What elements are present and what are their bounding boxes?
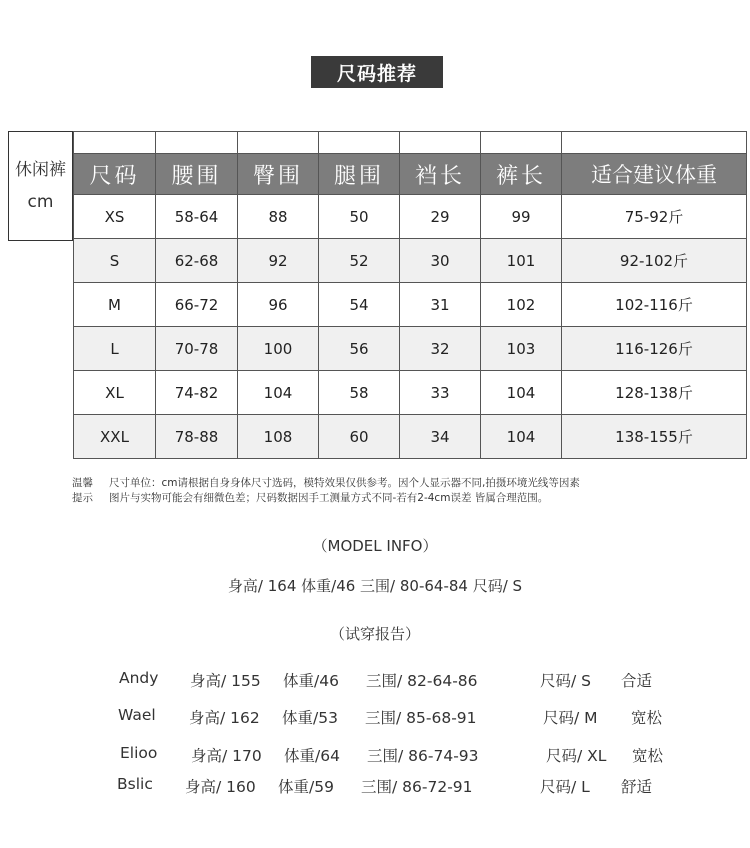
list-item [0,744,750,764]
tester-name: Andy [119,669,159,687]
cell: 50 [319,195,400,239]
cell: 102-116斤 [562,283,747,327]
cell: 31 [400,283,481,327]
header-size: 尺码 [74,154,156,195]
cell: 103 [481,327,562,371]
header-waist: 腰围 [156,154,238,195]
table-row [74,327,747,371]
tester-height: 身高/ 155 [190,672,261,690]
cell: 70-78 [156,327,238,371]
tester-fit: 宽松 [631,709,663,727]
tester-measurements: 三围/ 82-64-86 [366,672,478,690]
cell: 100 [238,327,319,371]
tester-fit: 合适 [621,672,653,690]
table-row [74,371,747,415]
tester-measurements: 三围/ 86-72-91 [361,778,473,796]
cell: S [74,239,156,283]
tester-height: 身高/ 162 [189,709,260,727]
cell: 30 [400,239,481,283]
tester-weight: 体重/46 [283,672,339,690]
cell: 58-64 [156,195,238,239]
table-row [74,415,747,459]
cell: 34 [400,415,481,459]
tester-size: 尺码/ S [540,672,591,690]
fit-report-heading: （试穿报告） [329,625,420,643]
header-length: 裤长 [481,154,562,195]
tester-height: 身高/ 170 [191,747,262,765]
header-weight: 适合建议体重 [562,154,747,195]
list-item [0,706,750,726]
cell: 104 [481,371,562,415]
cell: 62-68 [156,239,238,283]
cell: 66-72 [156,283,238,327]
cell: 96 [238,283,319,327]
tester-weight: 体重/53 [282,709,338,727]
cell: 104 [481,415,562,459]
cell: 102 [481,283,562,327]
cell: 92 [238,239,319,283]
header-hip: 臀围 [238,154,319,195]
tester-weight: 体重/59 [278,778,334,796]
cell: 60 [319,415,400,459]
tester-name: Wael [118,706,156,724]
model-info-details: 身高/ 164 体重/46 三围/ 80-64-84 尺码/ S [227,577,523,595]
cell: 29 [400,195,481,239]
category-label [8,131,73,241]
tips-text: 尺寸单位：cm请根据自身身体尺寸选码，模特效果仅供参考。因个人显示器不同,拍摄环境光线等因素 [109,477,580,489]
cell: 74-82 [156,371,238,415]
cell: 104 [238,371,319,415]
tester-name: Elioo [120,744,158,762]
cell: 116-126斤 [562,327,747,371]
tester-size: 尺码/ XL [546,747,607,765]
tester-size: 尺码/ L [540,778,590,796]
cell: 75-92斤 [562,195,747,239]
tester-measurements: 三围/ 85-68-91 [365,709,477,727]
header-thigh: 腿围 [319,154,400,195]
tester-measurements: 三围/ 86-74-93 [367,747,479,765]
tips-label: 温馨 [72,477,93,489]
header-rise: 裆长 [400,154,481,195]
tester-weight: 体重/64 [284,747,340,765]
cell: 78-88 [156,415,238,459]
list-item [0,775,750,795]
cell: 88 [238,195,319,239]
table-spacer-row [74,132,747,154]
tester-name: Bslic [117,775,153,793]
cell: 33 [400,371,481,415]
cell: 101 [481,239,562,283]
cell: XXL [74,415,156,459]
cell: 54 [319,283,400,327]
tester-height: 身高/ 160 [185,778,256,796]
cell: 138-155斤 [562,415,747,459]
table-row [74,239,747,283]
table-row [74,283,747,327]
tester-fit: 舒适 [621,778,653,796]
cell: 32 [400,327,481,371]
cell: 99 [481,195,562,239]
model-info-heading: （MODEL INFO） [312,537,438,555]
cell: 108 [238,415,319,459]
tester-fit: 宽松 [632,747,664,765]
category-name: 休闲裤 [15,160,66,180]
tips-text: 图片与实物可能会有细微色差；尺码数据因手工测量方式不同-若有2-4cm误差 皆属合理范围。 [109,492,549,504]
tips-note [72,476,580,506]
cell: L [74,327,156,371]
cell: 52 [319,239,400,283]
cell: XS [74,195,156,239]
unit-label: cm [27,192,54,212]
tips-label: 提示 [72,492,93,504]
size-table [73,131,747,459]
cell: 58 [319,371,400,415]
cell: 92-102斤 [562,239,747,283]
cell: XL [74,371,156,415]
table-header-row [74,154,747,195]
cell: M [74,283,156,327]
page-title: 尺码推荐 [311,56,443,88]
cell: 56 [319,327,400,371]
tester-size: 尺码/ M [543,709,598,727]
list-item [0,669,750,689]
cell: 128-138斤 [562,371,747,415]
table-row [74,195,747,239]
